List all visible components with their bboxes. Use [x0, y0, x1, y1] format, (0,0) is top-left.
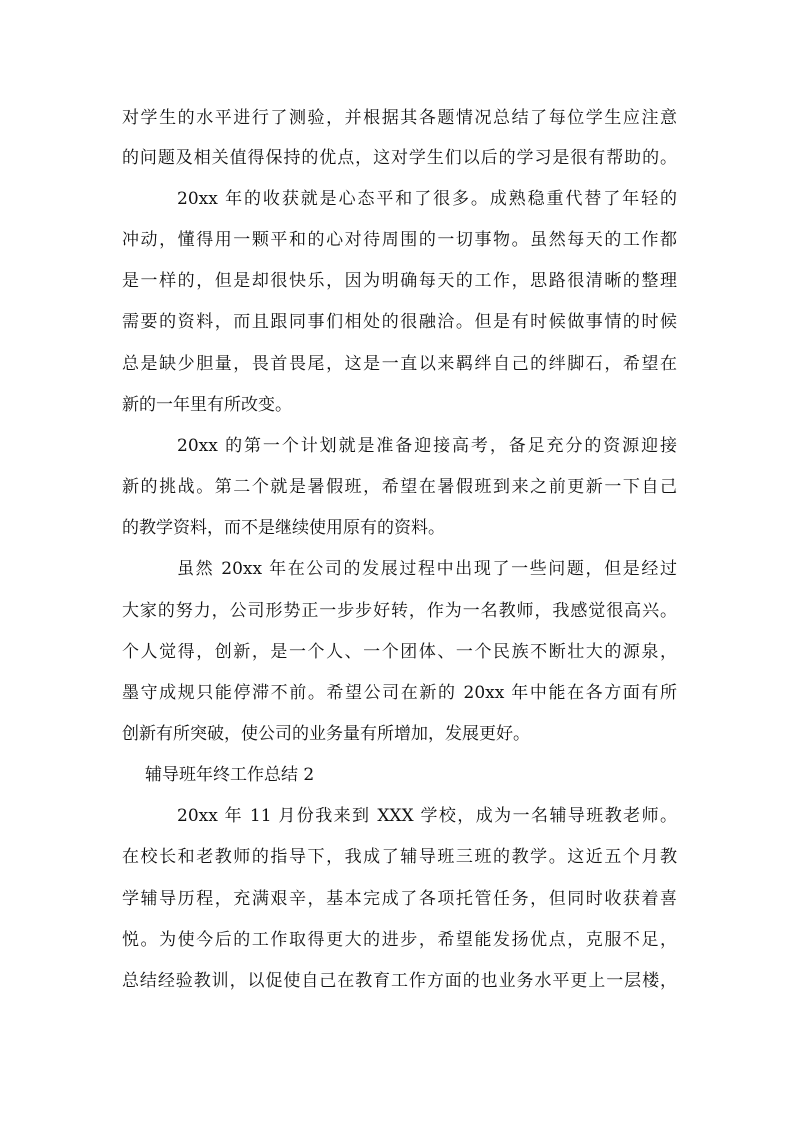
- text-line: 需要的资料，而且跟同事们相处的很融洽。但是有时候做事情的时候: [122, 312, 677, 332]
- text-line: 20xx 年 11 月份我来到 XXX 学校，成为一名辅导班教老师。: [177, 806, 677, 826]
- text-line: 的问题及相关值得保持的优点，这对学生们以后的学习是很有帮助的。: [122, 148, 677, 168]
- section-heading: 辅导班年终工作总结 2: [145, 765, 315, 785]
- text-line: 总结经验教训，以促使自己在教育工作方面的也业务水平更上一层楼，: [122, 971, 677, 991]
- text-line: 大家的努力，公司形势正一步步好转，作为一名教师，我感觉很高兴。: [122, 601, 677, 621]
- text-line: 在校长和老教师的指导下，我成了辅导班三班的教学。这近五个月教: [122, 847, 677, 867]
- text-line: 对学生的水平进行了测验，并根据其各题情况总结了每位学生应注意: [122, 108, 677, 128]
- text-line: 20xx 的第一个计划就是准备迎接高考，备足充分的资源迎接: [177, 436, 677, 456]
- text-line: 悦。为使今后的工作取得更大的进步，希望能发扬优点，克服不足，: [122, 930, 677, 950]
- text-line: 创新有所突破，使公司的业务量有所增加，发展更好。: [122, 724, 530, 744]
- text-line: 冲动，懂得用一颗平和的心对待周围的一切事物。虽然每天的工作都: [122, 230, 677, 250]
- text-line: 总是缺少胆量，畏首畏尾，这是一直以来羁绊自己的绊脚石，希望在: [122, 354, 677, 374]
- text-line: 是一样的，但是却很快乐，因为明确每天的工作，思路很清晰的整理: [122, 271, 677, 291]
- text-line: 20xx 年的收获就是心态平和了很多。成熟稳重代替了年轻的: [177, 189, 677, 209]
- text-line: 学辅导历程，充满艰辛，基本完成了各项托管任务，但同时收获着喜: [122, 889, 677, 909]
- text-line: 新的一年里有所改变。: [122, 395, 292, 415]
- text-line: 个人觉得，创新，是一个人、一个团体、一个民族不断壮大的源泉，: [122, 642, 677, 662]
- text-line: 虽然 20xx 年在公司的发展过程中出现了一些问题，但是经过: [177, 559, 677, 579]
- text-line: 墨守成规只能停滞不前。希望公司在新的 20xx 年中能在各方面有所: [122, 683, 677, 703]
- text-line: 新的挑战。第二个就是暑假班，希望在暑假班到来之前更新一下自己: [122, 477, 677, 497]
- text-line: 的教学资料，而不是继续使用原有的资料。: [122, 518, 445, 538]
